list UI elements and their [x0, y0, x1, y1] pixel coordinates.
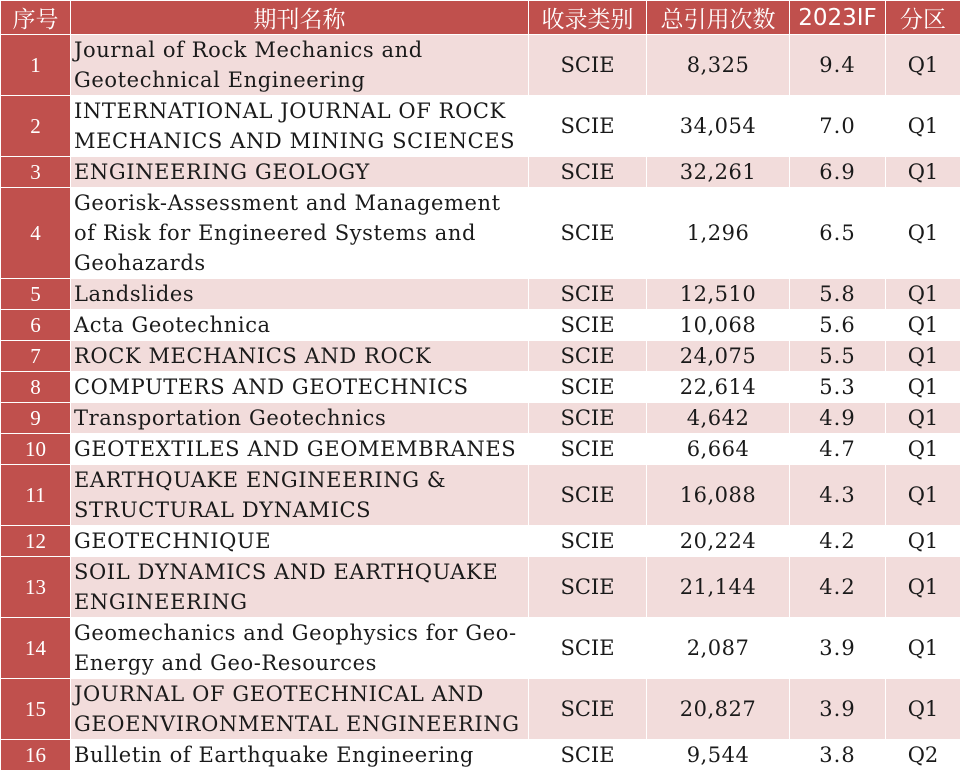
- impact-factor: 4.9: [790, 403, 886, 434]
- indexing-category: SCIE: [529, 679, 647, 740]
- total-citations: 34,054: [647, 96, 790, 157]
- quartile: Q1: [886, 157, 960, 188]
- journal-name: Acta Geotechnica: [71, 310, 529, 341]
- journal-name: Georisk-Assessment and Management of Risk for Engineered Systems and Geohazards: [71, 188, 529, 279]
- total-citations: 6,664: [647, 434, 790, 465]
- row-index: 11: [1, 465, 71, 526]
- row-index: 12: [1, 526, 71, 557]
- impact-factor: 4.3: [790, 465, 886, 526]
- table-row: [1, 403, 960, 434]
- total-citations: 20,224: [647, 526, 790, 557]
- journal-name: Journal of Rock Mechanics and Geotechnical Engineering: [71, 35, 529, 96]
- quartile: Q1: [886, 96, 960, 157]
- quartile: Q2: [886, 740, 960, 771]
- row-index: 13: [1, 557, 71, 618]
- table-row: [1, 341, 960, 372]
- journal-name: Transportation Geotechnics: [71, 403, 529, 434]
- impact-factor: 6.5: [790, 188, 886, 279]
- total-citations: 4,642: [647, 403, 790, 434]
- quartile: Q1: [886, 310, 960, 341]
- table-row: [1, 526, 960, 557]
- quartile: Q1: [886, 679, 960, 740]
- impact-factor: 3.8: [790, 740, 886, 771]
- journal-name: ROCK MECHANICS AND ROCK: [71, 341, 529, 372]
- impact-factor: 5.8: [790, 279, 886, 310]
- row-index: 6: [1, 310, 71, 341]
- journal-name: SOIL DYNAMICS AND EARTHQUAKE ENGINEERING: [71, 557, 529, 618]
- indexing-category: SCIE: [529, 465, 647, 526]
- indexing-category: SCIE: [529, 96, 647, 157]
- indexing-category: SCIE: [529, 341, 647, 372]
- quartile: Q1: [886, 188, 960, 279]
- total-citations: 2,087: [647, 618, 790, 679]
- row-index: 3: [1, 157, 71, 188]
- header-index: 序号: [1, 1, 71, 35]
- journal-name: INTERNATIONAL JOURNAL OF ROCK MECHANICS AND MINING SCIENCES: [71, 96, 529, 157]
- row-index: 10: [1, 434, 71, 465]
- quartile: Q1: [886, 618, 960, 679]
- header-row: [1, 1, 960, 35]
- header-impact-factor: 2023IF: [790, 1, 886, 35]
- quartile: Q1: [886, 465, 960, 526]
- quartile: Q1: [886, 557, 960, 618]
- row-index: 15: [1, 679, 71, 740]
- journal-name: Landslides: [71, 279, 529, 310]
- quartile: Q1: [886, 341, 960, 372]
- indexing-category: SCIE: [529, 557, 647, 618]
- table-row: [1, 679, 960, 740]
- quartile: Q1: [886, 403, 960, 434]
- quartile: Q1: [886, 372, 960, 403]
- indexing-category: SCIE: [529, 526, 647, 557]
- impact-factor: 5.5: [790, 341, 886, 372]
- total-citations: 24,075: [647, 341, 790, 372]
- row-index: 1: [1, 35, 71, 96]
- table-row: [1, 96, 960, 157]
- indexing-category: SCIE: [529, 157, 647, 188]
- row-index: 8: [1, 372, 71, 403]
- total-citations: 21,144: [647, 557, 790, 618]
- total-citations: 8,325: [647, 35, 790, 96]
- impact-factor: 5.3: [790, 372, 886, 403]
- journal-name: GEOTECHNIQUE: [71, 526, 529, 557]
- journal-name: Geomechanics and Geophysics for Geo-Energy and Geo-Resources: [71, 618, 529, 679]
- table-row: [1, 434, 960, 465]
- indexing-category: SCIE: [529, 279, 647, 310]
- table-row: [1, 372, 960, 403]
- quartile: Q1: [886, 434, 960, 465]
- table-row: [1, 279, 960, 310]
- row-index: 4: [1, 188, 71, 279]
- indexing-category: SCIE: [529, 434, 647, 465]
- total-citations: 22,614: [647, 372, 790, 403]
- journal-name: Bulletin of Earthquake Engineering: [71, 740, 529, 771]
- impact-factor: 5.6: [790, 310, 886, 341]
- indexing-category: SCIE: [529, 372, 647, 403]
- total-citations: 12,510: [647, 279, 790, 310]
- table-row: [1, 310, 960, 341]
- total-citations: 9,544: [647, 740, 790, 771]
- row-index: 5: [1, 279, 71, 310]
- indexing-category: SCIE: [529, 310, 647, 341]
- total-citations: 32,261: [647, 157, 790, 188]
- journal-name: JOURNAL OF GEOTECHNICAL AND GEOENVIRONMENTAL ENGINEERING: [71, 679, 529, 740]
- quartile: Q1: [886, 35, 960, 96]
- impact-factor: 4.2: [790, 526, 886, 557]
- impact-factor: 3.9: [790, 618, 886, 679]
- header-quartile: 分区: [886, 1, 960, 35]
- indexing-category: SCIE: [529, 618, 647, 679]
- row-index: 14: [1, 618, 71, 679]
- impact-factor: 7.0: [790, 96, 886, 157]
- table-row: [1, 465, 960, 526]
- total-citations: 20,827: [647, 679, 790, 740]
- journal-name: ENGINEERING GEOLOGY: [71, 157, 529, 188]
- indexing-category: SCIE: [529, 740, 647, 771]
- indexing-category: SCIE: [529, 403, 647, 434]
- table-row: [1, 740, 960, 771]
- row-index: 9: [1, 403, 71, 434]
- table-row: [1, 557, 960, 618]
- impact-factor: 6.9: [790, 157, 886, 188]
- journal-name: COMPUTERS AND GEOTECHNICS: [71, 372, 529, 403]
- total-citations: 1,296: [647, 188, 790, 279]
- impact-factor: 4.7: [790, 434, 886, 465]
- indexing-category: SCIE: [529, 188, 647, 279]
- quartile: Q1: [886, 279, 960, 310]
- header-indexing-category: 收录类别: [529, 1, 647, 35]
- impact-factor: 4.2: [790, 557, 886, 618]
- total-citations: 16,088: [647, 465, 790, 526]
- impact-factor: 9.4: [790, 35, 886, 96]
- table-row: [1, 157, 960, 188]
- table-row: [1, 618, 960, 679]
- journal-name: GEOTEXTILES AND GEOMEMBRANES: [71, 434, 529, 465]
- row-index: 16: [1, 740, 71, 771]
- row-index: 7: [1, 341, 71, 372]
- impact-factor: 3.9: [790, 679, 886, 740]
- journal-name: EARTHQUAKE ENGINEERING & STRUCTURAL DYNAMICS: [71, 465, 529, 526]
- header-total-citations: 总引用次数: [647, 1, 790, 35]
- row-index: 2: [1, 96, 71, 157]
- indexing-category: SCIE: [529, 35, 647, 96]
- table-row: [1, 35, 960, 96]
- table-row: [1, 188, 960, 279]
- quartile: Q1: [886, 526, 960, 557]
- header-journal-name: 期刊名称: [71, 1, 529, 35]
- total-citations: 10,068: [647, 310, 790, 341]
